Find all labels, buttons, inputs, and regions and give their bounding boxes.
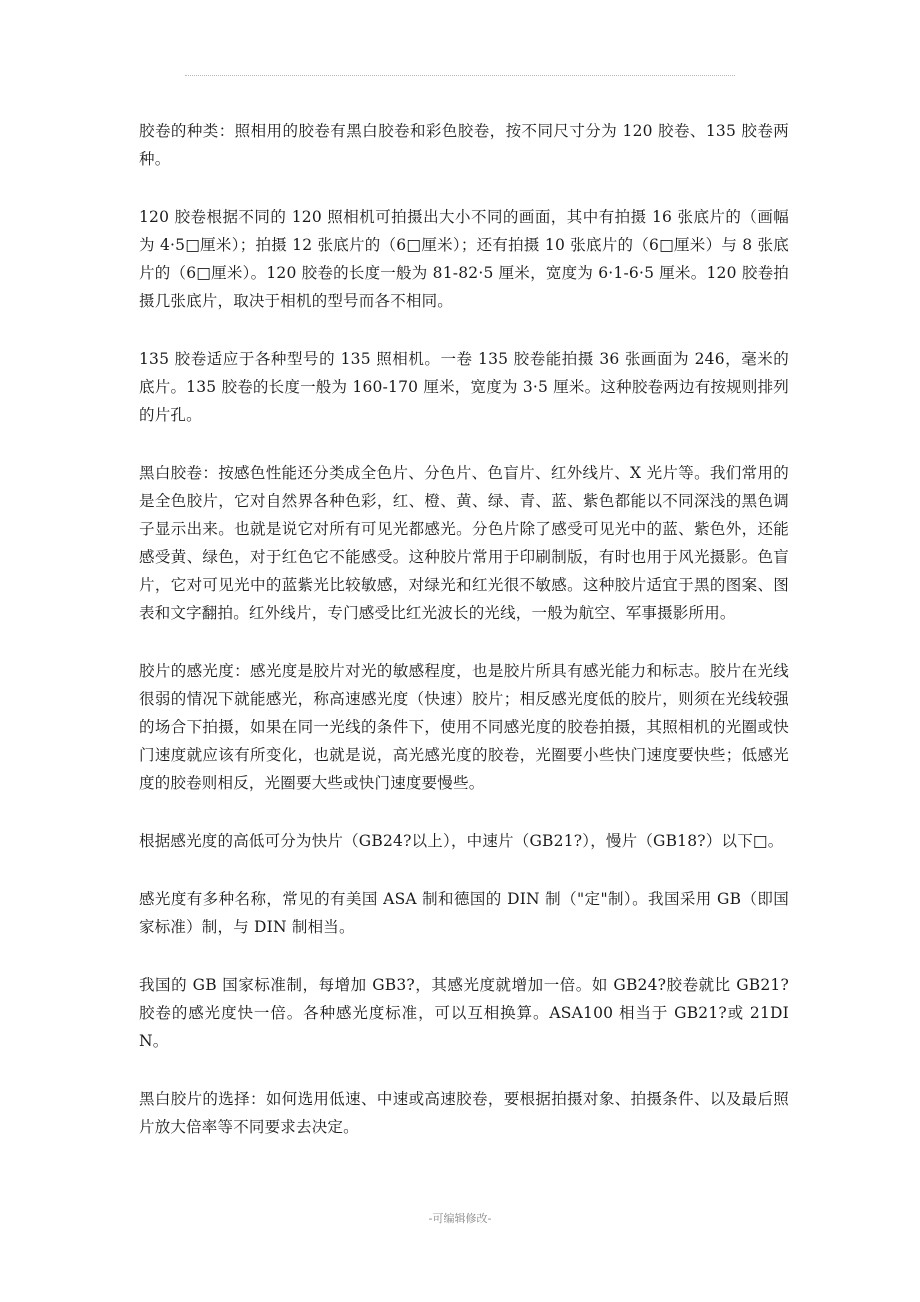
paragraph-bw-film: 黑白胶卷：按感色性能还分类成全色片、分色片、色盲片、红外线片、X 光片等。我们常用的是全色胶片，它对自然界各种色彩，红、橙、黄、绿、青、蓝、紫色都能以不同深浅的黑色调子显示出来。也就是说它对所有可见光都感光。分色片除了感受可见光中的蓝、紫色外，还能感受黄、绿色，对于红色它不能感受。这种胶片常用于印刷制版，有时也用于风光摄影。色盲片，它对可见光中的蓝紫光比较敏感，对绿光和红光很不敏感。这种胶片适宜于黑的图案、图表和文字翻拍。红外线片，专门感受比红光波长的光线，一般为航空、军事摄影所用。 — [139, 464, 789, 622]
page-footer: -可编辑修改- — [428, 1212, 492, 1225]
paragraph-speed-classes: 根据感光度的高低可分为快片（GB24?以上），中速片（GB21?），慢片（GB18?）以下□。 — [139, 832, 784, 850]
paragraph-film-speed: 胶片的感光度：感光度是胶片对光的敏感程度，也是胶片所具有感光能力和标志。胶片在光线很弱的情况下就能感光，称高速感光度（快速）胶片；相反感光度低的胶片，则须在光线较强的场合下拍摄，如果在同一光线的条件下，使用不同感光度的胶卷拍摄，其照相机的光圈或快门速度就应该有所变化，也就是说，高光感光度的胶卷，光圈要小些快门速度要快些；低感光度的胶卷则相反，光圈要大些或快门速度要慢些。 — [139, 662, 789, 792]
document-body — [139, 117, 789, 1171]
header-divider — [185, 75, 735, 76]
paragraph-120-film: 120 胶卷根据不同的 120 照相机可拍摄出大小不同的画面，其中有拍摄 16 张底片的（画幅为 4·5□厘米）；拍摄 12 张底片的（6□厘米）；还有拍摄 10 张底片的（6□厘米）与 8 张底片的（6□厘米）。120 胶卷的长度一般为 81-82·5 厘米，宽度为 6·1-6·5 厘米。120 胶卷拍摄几张底片，取决于相机的型号而各不相同。 — [139, 208, 789, 310]
paragraph-135-film: 135 胶卷适应于各种型号的 135 照相机。一卷 135 胶卷能拍摄 36 张画面为 246，毫米的底片。135 胶卷的长度一般为 160-170 厘米，宽度为 3·5 厘米。这种胶卷两边有按规则排列的片孔。 — [139, 350, 789, 424]
paragraph-bw-selection: 黑白胶片的选择：如何选用低速、中速或高速胶卷，要根据拍摄对象、拍摄条件、以及最后照片放大倍率等不同要求去决定。 — [139, 1090, 789, 1136]
paragraph-gb-standard: 我国的 GB 国家标准制，每增加 GB3?，其感光度就增加一倍。如 GB24?胶卷就比 GB21?胶卷的感光度快一倍。各种感光度标准，可以互相换算。ASA100 相当于 GB21?或 21DIN。 — [139, 976, 789, 1050]
paragraph-film-types: 胶卷的种类：照相用的胶卷有黑白胶卷和彩色胶卷，按不同尺寸分为 120 胶卷、135 胶卷两种。 — [139, 122, 789, 168]
paragraph-speed-standards: 感光度有多种名称，常见的有美国 ASA 制和德国的 DIN 制（"定"制）。我国采用 GB（即国家标准）制，与 DIN 制相当。 — [139, 890, 789, 936]
